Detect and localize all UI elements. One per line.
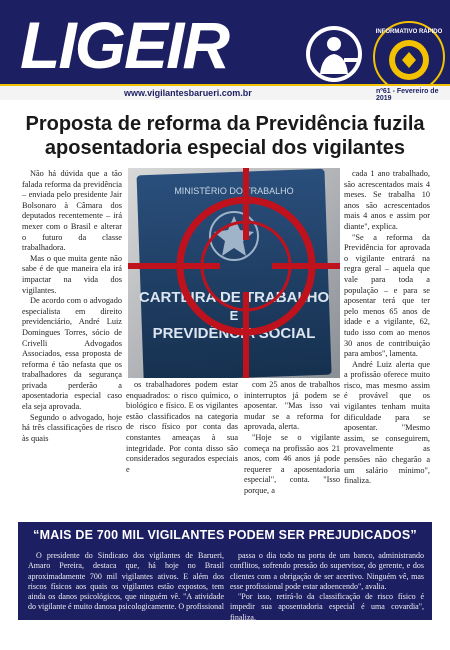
article-column-3 — [244, 380, 340, 497]
paragraph: "Por isso, retirá-lo da classificação de risco físico é impedir sua aposentadoria especial é uma covardia", finaliza. — [230, 592, 424, 622]
paragraph: O presidente do Sindicato dos vigilantes de Barueri, Amaro Pereira, destaca que, há hoje no Brasil aproximadamente 700 mil vigilantes ativos. E além dos riscos físicos aos quais os vigilantes estão expostos, tem ainda os danos psicológicos, que ninguém vê. "A atividade do vigilante é muito danosa psicologicamente. O profissional — [28, 551, 224, 612]
work-card-photo — [128, 168, 340, 378]
photo-line-3: E — [229, 308, 239, 323]
paragraph: Mas o que muita gente não sabe é de que maneira ela irá impactar na vida dos vigilantes. — [22, 253, 122, 295]
paragraph: André Luiz alerta que a profissão oferece muito risco, mas mesmo assim é provável que os vigilantes tenham muita dificuldade para se aposentar. "Mesmo assim, se conseguirem, provavelmente as pensões não chegarão a um salário mínimo", finaliza. — [344, 359, 430, 486]
guard-silhouette-icon — [298, 22, 370, 84]
union-seal-logo — [372, 20, 446, 94]
paragraph: Segundo o advogado, hoje há três classificações de risco às quais — [22, 412, 122, 443]
photo-line-4: PREVIDÊNCIA SOCIAL — [152, 325, 316, 342]
paragraph: cada 1 ano trabalhado, são acrescentados mais 4 meses. Se trabalha 10 anos são acrescentados mais 4 anos e assim por diante", explica. — [344, 169, 430, 231]
photo-line-2: CARTEIRA DE TRABALHO — [138, 289, 330, 306]
quote-box-column-1 — [28, 551, 224, 613]
paragraph: De acordo com o advogado especialista em direito previdenciário, André Luiz Domingues Torres, sócio de Crivelli Advogados Associados, essa proposta de reforma é tão nefasta que os trabalhadores da segurança privada perderão a aposentadoria especial caso ela seja aprovada. — [22, 296, 122, 412]
newspaper-logo: LIGEIR — [20, 8, 229, 82]
article-column-4 — [344, 169, 430, 487]
svg-text:INFORMATIVO RÁPIDO: INFORMATIVO RÁPIDO — [375, 29, 443, 35]
paragraph: "Se a reforma da Previdência for aprovada o vigilante entrará na regra geral – aquela que vale para toda a população – e para se aposentar terá que ter pelo menos 65 anos de idade e a vigilante, 62, tudo isso com ao menos 30 anos de contribuição para ambos", lamenta. — [344, 232, 430, 359]
photo-line-1: MINISTÉRIO DO TRABALHO — [174, 186, 294, 196]
issue-number: nº61 - Fevereiro de 2019 — [376, 88, 439, 100]
headline: Proposta de reforma da Previdência fuzila aposentadoria especial dos vigilantes — [25, 113, 425, 159]
quote-box-title: “MAIS DE 700 MIL VIGILANTES PODEM SER PREJUDICADOS” — [33, 528, 417, 542]
quote-box-column-2 — [230, 551, 424, 623]
paragraph: com 25 anos de trabalhos ininterruptos já podem se aposentar. "Mas isso vai mudar se a reforma for aprovada, alerta. — [244, 380, 340, 432]
masthead — [0, 0, 450, 100]
article-column-2 — [126, 380, 238, 475]
website-url[interactable]: www.vigilantesbarueri.com.br — [124, 88, 252, 98]
article-column-1 — [22, 169, 122, 444]
paragraph: Não há dúvida que a tão falada reforma da previdência – enviada pelo presidente Jair Bolsonaro à Câmara dos deputados recentemente – irá mexer com o Brasil e alterar o futuro da classe trabalhadora. — [22, 169, 122, 253]
paragraph: "Hoje se o vigilante começa na profissão aos 21 anos, com 46 anos já pode requerer a aposentadoria especial", conta. "Isso porque, a — [244, 432, 340, 495]
paragraph: os trabalhadores podem estar enquadrados: o risco químico, o biológico e físico. E os vigilantes estão classificados na categoria de risco físico por conta das constantes ameaças à sua integridade. Por conta disso são considerados segurados especiais e — [126, 380, 238, 474]
quote-box — [18, 522, 432, 620]
paragraph: passa o dia todo na porta de um banco, administrando conflitos, sofrendo pressão do supervisor, do gerente, e dos clientes com a obrigação de ser acertivo. Ninguém vê, mas esse profissional pode estar adoencendo", avalia. — [230, 551, 424, 591]
